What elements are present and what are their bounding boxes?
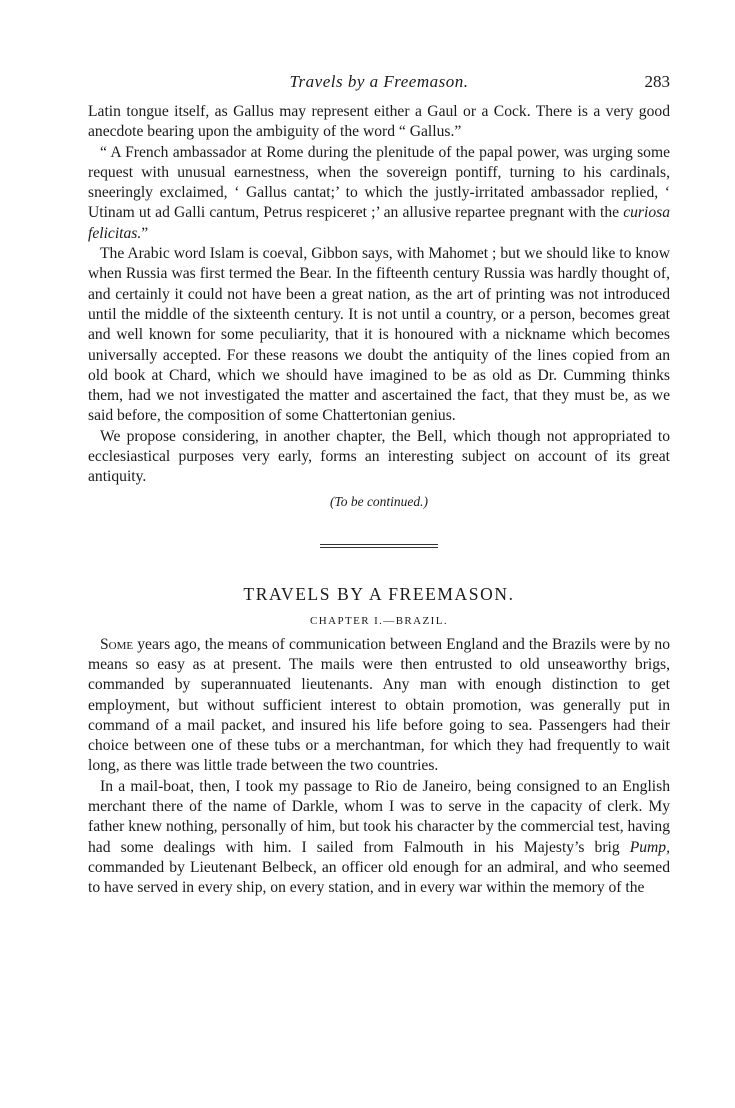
- running-title: Travels by a Freemason.: [289, 72, 469, 91]
- paragraph-opening: [88, 635, 670, 777]
- latin-phrase: curiosa felicitas.: [88, 204, 670, 242]
- paragraph: We propose considering, in another chapter, the Bell, which though not appropriated to ecclesiastical purposes very early, forms an interesting subject on account of its great antiquity.: [88, 427, 670, 486]
- book-page: [88, 72, 670, 899]
- anecdote-text: “ A French ambassador at Rome during the plenitude of the papal power, was urging some request with unusual earnestness, when the sovereign pontiff, turning to his cardinals, sneeringly exclaimed, ‘ Gallus cantat;’ to which the justly-irritated ambassador replied, ‘ Utinam ut ad Galli cantum, Petrus respiceret ;’ an allusive repartee pregnant with the: [88, 143, 670, 222]
- opening-word: Some: [100, 635, 134, 653]
- article-body: [88, 635, 670, 899]
- paragraph-voyage: [88, 777, 670, 899]
- opening-text: years ago, the means of communication between England and the Brazils were by no means so easy as at present. The mails were then entrusted to old unseaworthy brigs, commanded by superannuated lieutenants. Any man with enough distinction to get employment, but without sufficient interest to obtain promotion, was generally put in command of a mail packet, and insured his life before going to sea. Passengers had their choice between one of these tubs or a merchantman, for which they had frequently to wait long, as there was little trade between the two countries.: [88, 635, 670, 775]
- page-number: 283: [644, 72, 670, 91]
- section-divider: [320, 544, 438, 548]
- voyage-text: In a mail-boat, then, I took my passage to Rio de Janeiro, being consigned to an English merchant there of the name of Darkle, whom I was to serve in the capacity of clerk. My father knew nothing, personally of him, but took his character by the commercial test, having had some dealings with him. I sailed from Falmouth in his Majesty’s brig: [88, 777, 670, 856]
- paragraph: The Arabic word Islam is coeval, Gibbon says, with Mahomet ; but we should like to know when Russia was first termed the Bear. In the fifteenth century Russia was hardly thought of, and certainly it could not have been a great nation, as the art of printing was not introduced until the middle of the sixteenth century. It is not until a country, or a person, becomes great and well known for some peculiarity, that it is honoured with a nickname which becomes universally accepted. For these reasons we doubt the antiquity of the lines copied from an old book at Chard, which we should have imagined to be as old as Dr. Cumming thinks them, had we not investigated the matter and ascertained the fact, that they must be, as we said before, the composition of some Chattertonian genius.: [88, 245, 670, 425]
- paragraph: Latin tongue itself, as Gallus may represent either a Gaul or a Cock. There is a very good anecdote bearing upon the ambiguity of the word “ Gallus.”: [88, 103, 670, 141]
- closing-quote: ”: [141, 224, 149, 242]
- article-title: TRAVELS BY A FREEMASON.: [243, 583, 515, 604]
- paragraph-anecdote: [88, 143, 670, 244]
- previous-article-ending: [88, 102, 670, 488]
- voyage-text-continued: commanded by Lieutenant Belbeck, an officer old enough for an admiral, and who seemed to have served in every ship, on every station, and in every war within the memory of the: [88, 858, 670, 897]
- to-be-continued: (To be continued.): [329, 493, 429, 509]
- chapter-heading: CHAPTER I.—BRAZIL.: [310, 614, 448, 627]
- running-head: [88, 72, 670, 102]
- ship-name: Pump,: [629, 838, 670, 856]
